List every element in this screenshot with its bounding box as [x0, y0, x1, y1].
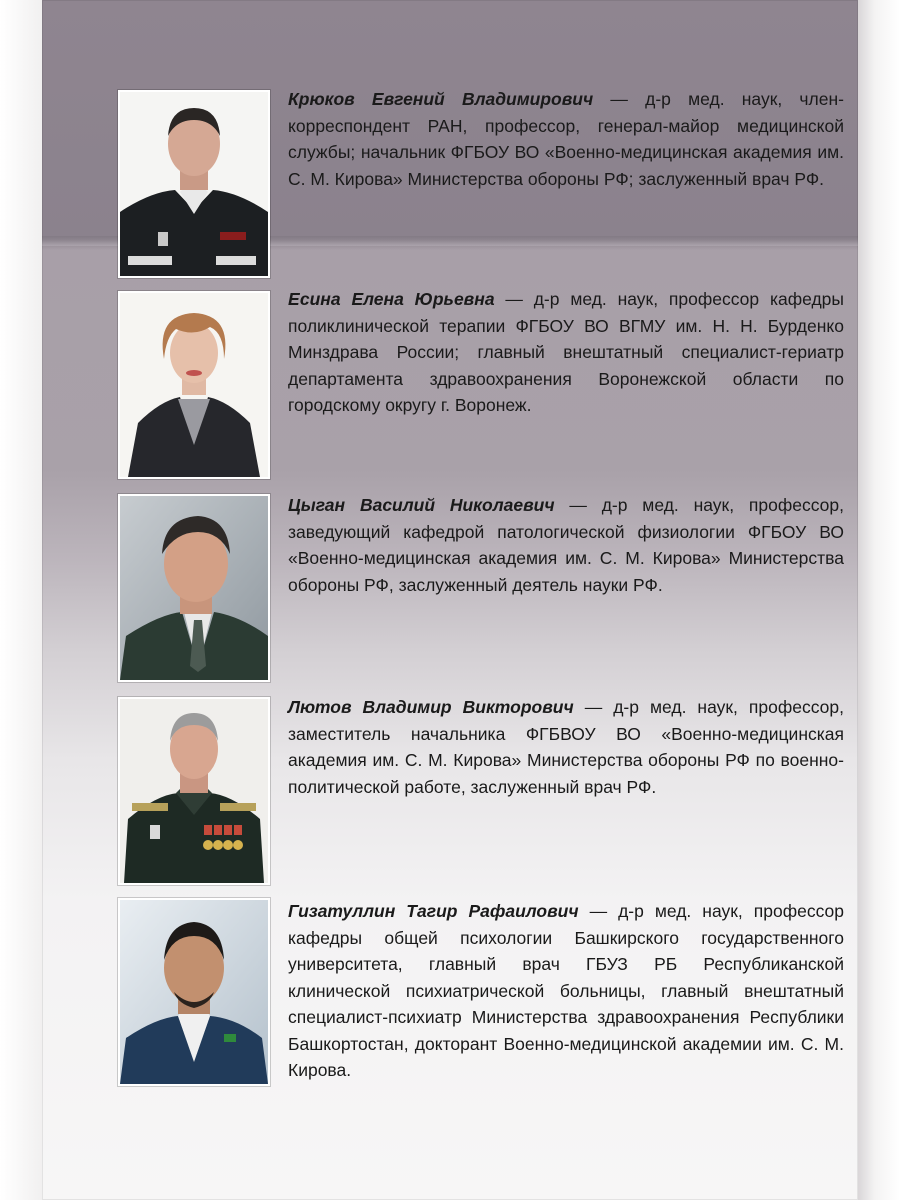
author-description-2: — д-р мед. наук, профессор кафедры поликлинической терапии ФГБОУ ВО ВГМУ им. Н. Н. Бурденко Минздрава России; главный внештатный специалист-гериатр департамента здравоохранения Воронежской области по городскому округу г. Воронеж.	[288, 289, 844, 415]
portrait-photo-2	[118, 291, 270, 479]
book-back-cover	[42, 0, 858, 1200]
bio-text-1	[288, 86, 844, 192]
author-name-3: Цыган Василий Николаевич	[288, 495, 555, 515]
author-description-3: — д-р мед. наук, профессор, заведующий кафедрой патологической физиологии ФГБОУ ВО «Военно-медицинская академия им. С. М. Кирова» Министерства обороны РФ, заслуженный деятель науки РФ.	[288, 495, 844, 595]
author-description-4: — д-р мед. наук, профессор, заместитель начальника ФГБВОУ ВО «Военно-медицинская академия им. С. М. Кирова» Министерства обороны РФ по военно-политической работе, заслуженный врач РФ.	[288, 697, 845, 797]
author-description-5: — д-р мед. наук, профессор кафедры общей психологии Башкирского государственного университета, главный врач ГБУЗ РБ Республиканской клинической психиатрической больницы, главный внештатный специалист-психиатр Министерства здравоохранения Республики Башкортостан, докторант Военно-медицинской академии им. С. М. Кирова.	[288, 901, 844, 1080]
portrait-photo-4	[118, 697, 270, 885]
portrait-photo-1	[118, 90, 270, 278]
book-spine-edge	[858, 0, 900, 1200]
author-name-1: Крюков Евгений Владимирович	[288, 89, 594, 109]
author-name-4: Лютов Владимир Викторович	[288, 697, 574, 717]
author-description-1: — д-р мед. наук, член-корреспондент РАН, профессор, генерал-майор медицинской службы; начальник ФГБОУ ВО «Военно-медицинская академия им. С. М. Кирова» Министерства обороны РФ; заслуженный врач РФ.	[288, 89, 844, 189]
portrait-photo-5	[118, 898, 270, 1086]
portrait-photo-3	[118, 494, 270, 682]
page-left-margin	[0, 0, 42, 1200]
bio-text-3	[288, 492, 844, 598]
author-name-2: Есина Елена Юрьевна	[288, 289, 495, 309]
bio-text-4	[288, 694, 844, 800]
bio-text-5	[288, 898, 844, 1084]
author-name-5: Гизатуллин Тагир Рафаилович	[288, 901, 579, 921]
bio-text-2	[288, 286, 844, 419]
